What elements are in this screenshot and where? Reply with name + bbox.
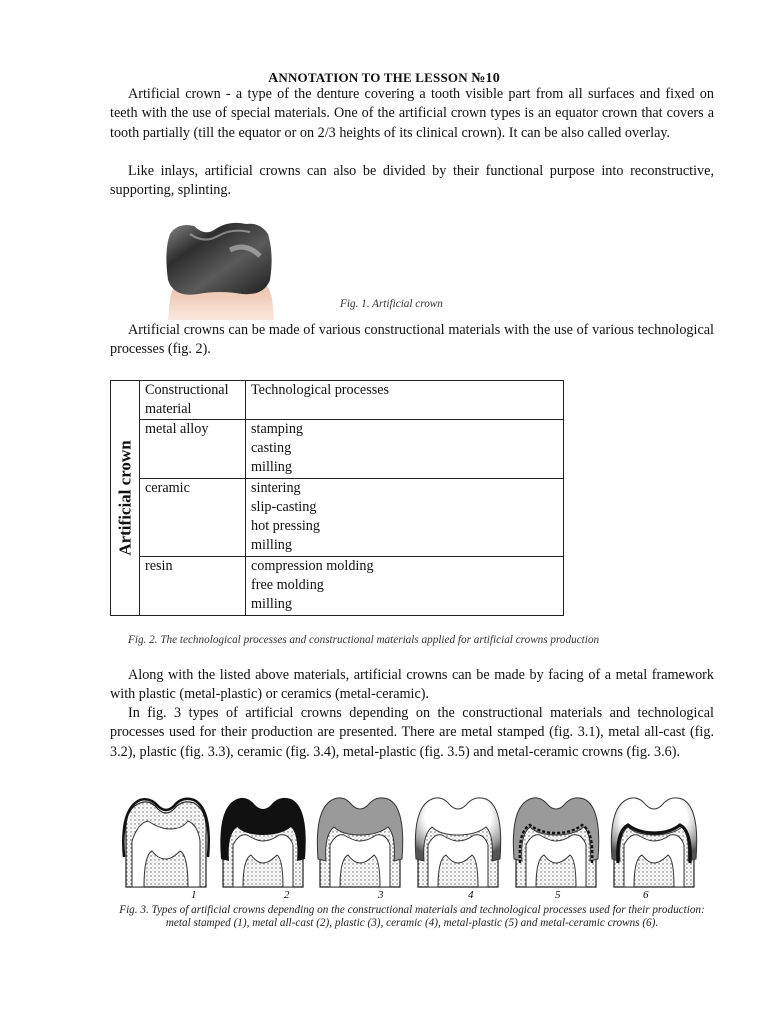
crown-types-illustration (118, 795, 703, 905)
paragraph-facing: Along with the listed above materials, artificial crowns can be made by facing of a metal framework with plastic (metal-plastic) or ceramics (metal-ceramic). (110, 667, 714, 703)
process-item: stamping (251, 421, 304, 437)
crown-type-3 (317, 798, 402, 887)
table-cell-material: metal alloy (140, 420, 246, 479)
table-header-processes: Technological processes (246, 381, 564, 420)
fig3-number: 2 (284, 889, 290, 901)
fig3-number: 6 (643, 889, 649, 901)
process-item: compression molding (251, 558, 374, 574)
table-row (111, 557, 564, 616)
table-side-label-cell (111, 381, 140, 616)
crown-type-6 (611, 798, 696, 887)
fig3-number: 5 (555, 889, 561, 901)
paragraph-materials-intro: Artificial crowns can be made of various constructional materials with the use of various technological processes (fig. 2). (110, 322, 714, 358)
table-cell-material: resin (140, 557, 246, 616)
table-cell-processes (246, 557, 564, 616)
process-item: milling (251, 537, 292, 553)
crown-type-4 (415, 798, 500, 887)
table-side-label: Artificial crown (115, 440, 135, 556)
materials-processes-table (110, 380, 564, 616)
table-row (111, 479, 564, 557)
fig1-caption: Fig. 1. Artificial crown (340, 298, 443, 310)
fig3-number: 1 (191, 889, 197, 901)
process-item: casting (251, 440, 292, 456)
crown-type-1 (123, 799, 208, 887)
fig3-number: 3 (378, 889, 384, 901)
fig3-number: 4 (468, 889, 474, 901)
process-item: sintering (251, 480, 301, 496)
process-item: slip-casting (251, 499, 317, 515)
process-item: hot pressing (251, 518, 320, 534)
artificial-crown-photo (160, 220, 278, 320)
paragraph-definition: Artificial crown - a type of the denture covering a tooth visible part from all surfaces and fixed on teeth with the use of special materials. One of the artificial crown types is an equator crown that covers a tooth partially (till the equator or on 2/3 heights of its clinical crown). It can be also called overlay. (110, 86, 714, 141)
table-cell-processes (246, 420, 564, 479)
table-cell-processes (246, 479, 564, 557)
paragraph-functional-purpose: Like inlays, artificial crowns can also be divided by their functional purpose into reconstructive, supporting, splinting. (110, 163, 714, 199)
crown-type-5 (513, 798, 598, 887)
process-item: milling (251, 596, 292, 612)
table-header-material: Constructional material (140, 381, 246, 420)
crown-type-2 (220, 798, 305, 887)
fig3-caption: Fig. 3. Types of artificial crowns depending on the constructional materials and technological processes used for their production: metal stamped (1), metal all-cast (2), plastic (3), ceramic (4), metal-plastic (5) and metal-ceramic crowns (6). (119, 904, 705, 930)
process-item: free molding (251, 577, 324, 593)
table-cell-material: ceramic (140, 479, 246, 557)
fig2-caption: Fig. 2. The technological processes and constructional materials applied for artificial crowns production (128, 634, 600, 646)
lesson-title: ANNOTATION TO THE LESSON №10 (268, 70, 500, 86)
process-item: milling (251, 459, 292, 475)
paragraph-fig3-intro: In fig. 3 types of artificial crowns depending on the constructional materials and technological processes used for their production are presented. There are metal stamped (fig. 3.1), metal all-cast (fig. 3.2), plastic (fig. 3.3), ceramic (fig. 3.4), metal-plastic (fig. 3.5) and metal-ceramic crowns (fig. 3.6). (110, 705, 714, 760)
table-row (111, 420, 564, 479)
